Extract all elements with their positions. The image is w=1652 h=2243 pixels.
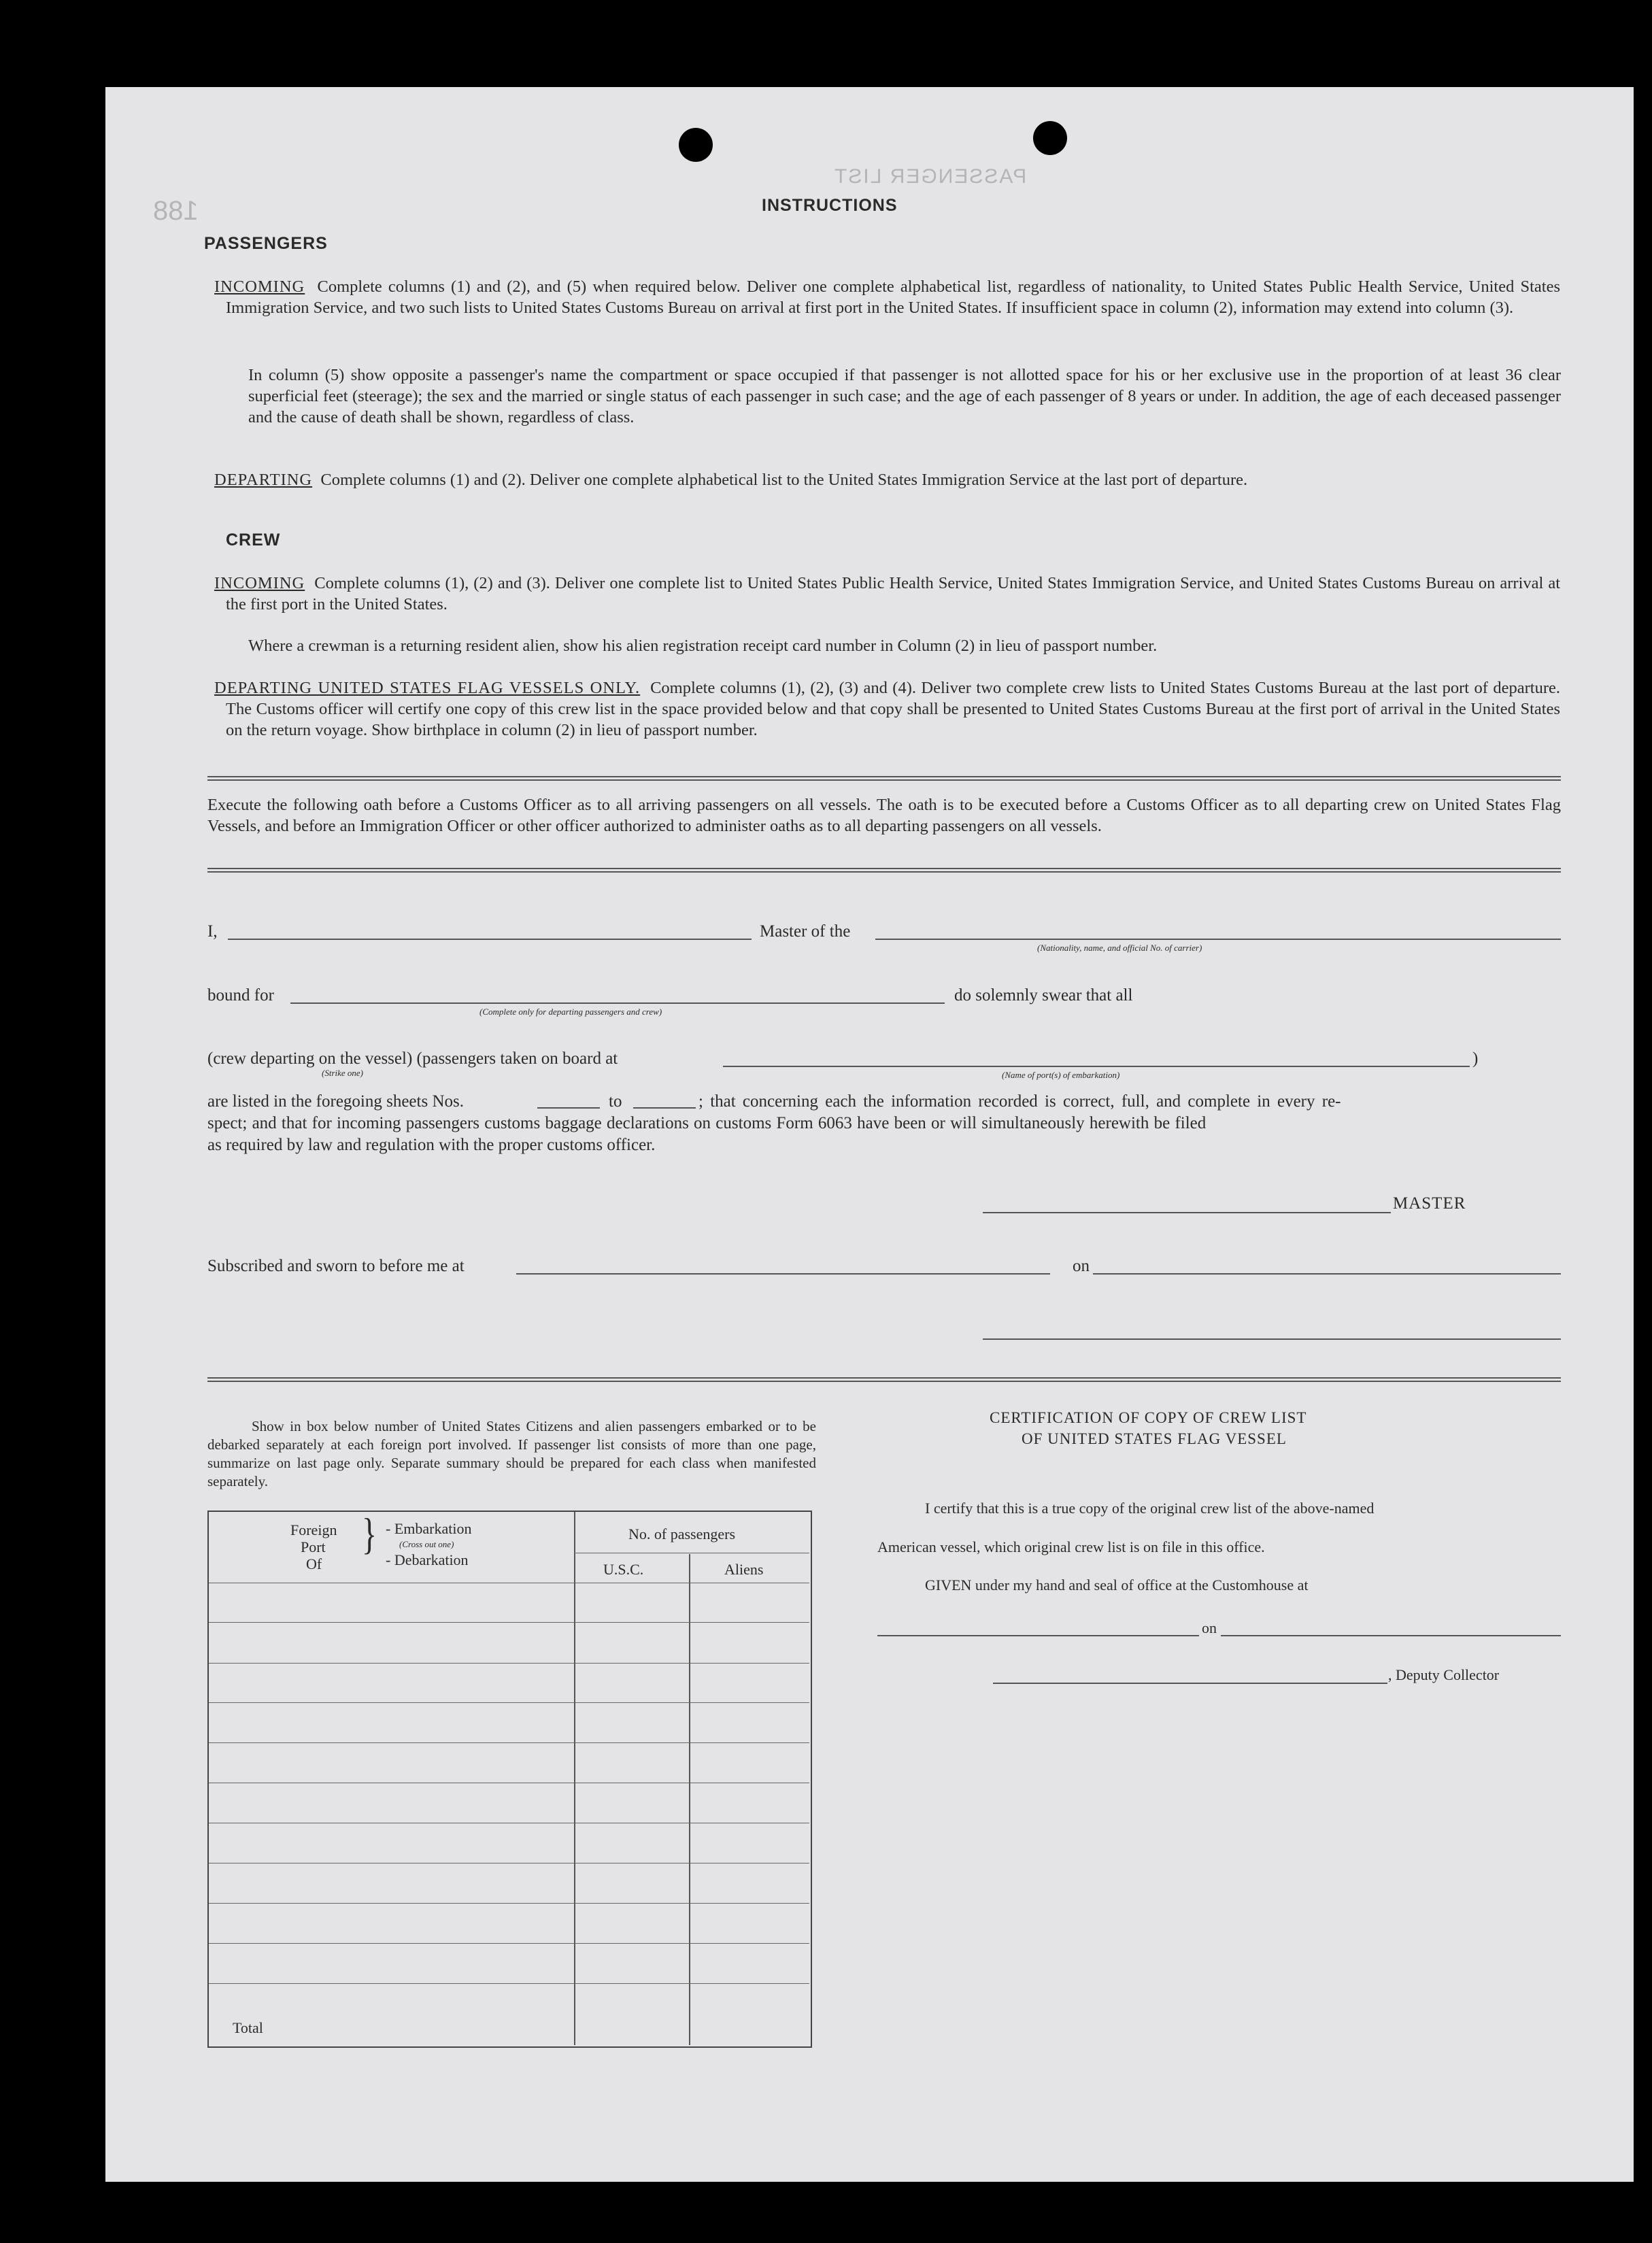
listed-text-b: ; that concerning each the information recorded is correct, full, and complete in every re- bbox=[698, 1092, 1341, 1111]
passengers-incoming-paragraph bbox=[214, 276, 1560, 318]
ports-line[interactable] bbox=[723, 1066, 1470, 1067]
total-label: Total bbox=[233, 2019, 263, 2036]
section-divider bbox=[207, 868, 1561, 873]
close-paren: ) bbox=[1472, 1049, 1479, 1068]
certification-title-2: OF UNITED STATES FLAG VESSEL bbox=[1022, 1430, 1287, 1447]
of-label: Of bbox=[306, 1555, 322, 1572]
oath-i-label: I, bbox=[207, 922, 218, 941]
bleedthrough-page-number: 188 bbox=[153, 196, 199, 226]
departing-text: Complete columns (1) and (2). Deliver one complete alphabetical list to the United States Immigration Service at the last port of departure. bbox=[320, 471, 1248, 489]
brace-icon: } bbox=[362, 1509, 377, 1558]
certify-text-2: American vessel, which original crew list is on file in this office. bbox=[877, 1538, 1265, 1555]
summary-note: Show in box below number of United States Citizens and alien passengers embarked or to be debarked separately at each foreign port involved. If passenger list consists of more than one page, summarize on last page only. Separate summary should be prepared for each class when manifested separately. bbox=[207, 1418, 816, 1489]
deputy-signature-line[interactable] bbox=[993, 1683, 1387, 1684]
master-label: MASTER bbox=[1393, 1194, 1466, 1213]
master-signature-line[interactable] bbox=[983, 1212, 1391, 1213]
listed-to: to bbox=[609, 1092, 622, 1111]
master-name-line[interactable] bbox=[228, 939, 752, 940]
sheet-from-line[interactable] bbox=[537, 1107, 600, 1109]
certification-title-1: CERTIFICATION OF COPY OF CREW LIST bbox=[990, 1409, 1307, 1426]
table-row bbox=[209, 1983, 809, 1984]
crewman-paragraph: Where a crewman is a returning resident alien, show his alien registration receipt card number in Column (2) in lieu of passport number. bbox=[248, 637, 1158, 655]
section-divider bbox=[207, 776, 1561, 781]
aliens-header: Aliens bbox=[724, 1561, 764, 1578]
flag-vessels-paragraph bbox=[214, 677, 1560, 741]
flag-vessels-text: Complete columns (1), (2), (3) and (4). Deliver two complete crew lists to United States Customs Bureau at the last port of departure. The Customs officer will certify one copy of this crew list in the space provided below and that copy shall be presented to United States Customs Bureau at the first port of arrival in the United States on the return voyage. Show birthplace in column (2) in lieu of passport number. bbox=[226, 679, 1560, 739]
table-row bbox=[209, 1903, 809, 1904]
crew-heading: CREW bbox=[226, 530, 281, 550]
ports-hint: (Name of port(s) of embarkation) bbox=[1002, 1070, 1120, 1080]
carrier-hint: (Nationality, name, and official No. of carrier) bbox=[1037, 943, 1202, 953]
bound-for-hint: (Complete only for departing passengers and crew) bbox=[479, 1007, 662, 1017]
passengers-departing-paragraph bbox=[214, 469, 1560, 490]
sheet-to-line[interactable] bbox=[633, 1107, 696, 1109]
debarkation-label: - Debarkation bbox=[386, 1551, 469, 1568]
certification-date-line[interactable] bbox=[1221, 1635, 1561, 1636]
carrier-line[interactable] bbox=[875, 939, 1561, 940]
swear-label: do solemnly swear that all bbox=[954, 986, 1133, 1005]
table-row bbox=[209, 1943, 809, 1944]
embarkation-label: - Embarkation bbox=[386, 1520, 472, 1537]
punch-hole bbox=[679, 128, 713, 162]
section-divider bbox=[207, 1377, 1561, 1382]
master-of-the-label: Master of the bbox=[760, 922, 851, 941]
incoming-text: Complete columns (1) and (2), and (5) when required below. Deliver one complete alphabetical list, regardless of nationality, to United States Public Health Service, United States Immigration Service, and two such lists to United States Customs Bureau on arrival at first port in the United States. If insufficient space in column (2), information may extend into column (3). bbox=[226, 277, 1560, 317]
certification-on-label: on bbox=[1202, 1619, 1217, 1636]
crew-departing-label: (crew departing on the vessel) (passengers taken on board at bbox=[207, 1049, 618, 1068]
foreign-label: Foreign bbox=[290, 1521, 337, 1538]
listed-text-c: spect; and that for incoming passengers customs baggage declarations on customs Form 6063 have been or will simultaneously herewith be filed bbox=[207, 1114, 1207, 1132]
punch-hole bbox=[1033, 121, 1067, 155]
deputy-collector-label: , Deputy Collector bbox=[1388, 1666, 1500, 1683]
bleedthrough-text: PASSENGER LIST bbox=[833, 165, 1027, 188]
subscribed-label: Subscribed and sworn to before me at bbox=[207, 1257, 465, 1275]
bound-for-label: bound for bbox=[207, 986, 274, 1005]
instructions-title: INSTRUCTIONS bbox=[762, 196, 898, 215]
oath-instructions: Execute the following oath before a Customs Officer as to all arriving passengers on all vessels. The oath is to be executed before a Customs Officer as to all departing crew on United States Flag Vessels, and before an Immigration Officer or other officer authorized to administer oaths as to all departing passengers on all vessels. bbox=[207, 796, 1561, 835]
document-page bbox=[105, 87, 1634, 2182]
crew-incoming-paragraph bbox=[214, 573, 1561, 615]
certify-text-1: I certify that this is a true copy of the original crew list of the above-named bbox=[925, 1500, 1375, 1517]
incoming-label: INCOMING bbox=[214, 277, 305, 296]
passengers-heading: PASSENGERS bbox=[204, 234, 328, 253]
strike-one-hint: (Strike one) bbox=[322, 1068, 364, 1078]
customhouse-line[interactable] bbox=[877, 1635, 1199, 1636]
subscribed-on-label: on bbox=[1073, 1257, 1090, 1275]
table-row bbox=[209, 1742, 809, 1743]
subscribed-place-line[interactable] bbox=[516, 1273, 1050, 1275]
usc-header: U.S.C. bbox=[603, 1561, 644, 1578]
cross-out-hint: (Cross out one) bbox=[399, 1539, 454, 1549]
listed-text-d: as required by law and regulation with the proper customs officer. bbox=[207, 1136, 656, 1154]
table-row bbox=[209, 1702, 809, 1703]
subscribed-date-line[interactable] bbox=[1093, 1273, 1561, 1275]
bound-for-line[interactable] bbox=[290, 1002, 945, 1004]
listed-text-a: are listed in the foregoing sheets Nos. bbox=[207, 1092, 464, 1111]
crew-incoming-label: INCOMING bbox=[214, 574, 305, 592]
no-of-passengers-header: No. of passengers bbox=[628, 1525, 736, 1542]
table-row bbox=[209, 1622, 809, 1623]
table-row bbox=[209, 1663, 809, 1664]
given-text: GIVEN under my hand and seal of office at the Customhouse at bbox=[925, 1576, 1309, 1593]
port-label: Port bbox=[301, 1538, 326, 1555]
summary-table bbox=[207, 1511, 812, 2048]
flag-vessels-label: DEPARTING UNITED STATES FLAG VESSELS ONLY. bbox=[214, 679, 641, 697]
crew-incoming-text: Complete columns (1), (2) and (3). Deliver one complete list to United States Public Health Service, United States Immigration Service, and United States Customs Bureau on arrival at the first port in the United States. bbox=[226, 574, 1561, 613]
column5-paragraph: In column (5) show opposite a passenger's name the compartment or space occupied if that passenger is not allotted space for his or her exclusive use in the proportion of at least 36 clear superficial feet (steerage); the sex and the married or single status of each passenger in such case; and the age of each passenger of 8 years or under. In addition, the age of each deceased passenger and the cause of death shall be shown, regardless of class. bbox=[248, 366, 1561, 426]
officer-signature-line[interactable] bbox=[983, 1338, 1561, 1340]
departing-label: DEPARTING bbox=[214, 471, 313, 489]
